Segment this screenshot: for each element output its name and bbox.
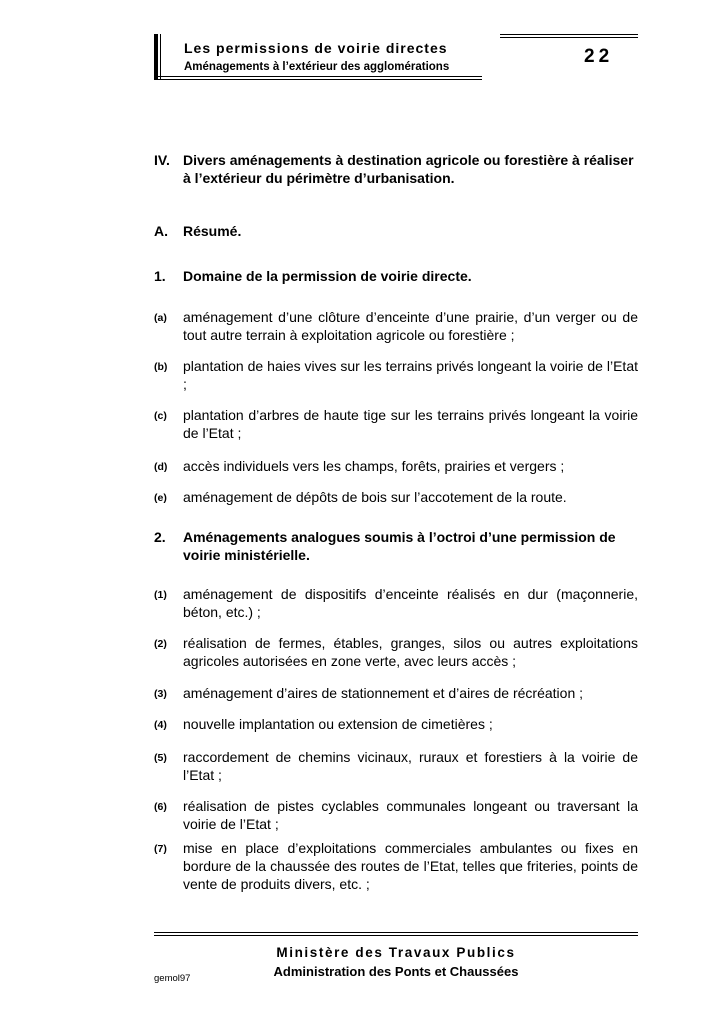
part-heading (154, 267, 638, 285)
list-item (154, 308, 638, 344)
list-item (154, 357, 638, 393)
item-text: plantation d’arbres de haute tige sur les terrains privés longeant la voirie de l’Etat ; (183, 407, 638, 441)
item-label: (d) (154, 461, 168, 473)
part-number: 2. (154, 529, 166, 545)
list-item (154, 634, 638, 670)
item-text: plantation de haies vives sur les terrains privés longeant la voirie de l’Etat ; (183, 358, 638, 392)
header-rule (154, 79, 482, 80)
subsection-title: Résumé. (183, 223, 242, 239)
list-item (154, 684, 638, 702)
list-item (154, 839, 638, 893)
footer-ministry: Ministère des Travaux Publics (276, 945, 516, 960)
section-title: Divers aménagements à destination agricole ou forestière à réaliser à l’extérieur du périmètre d’urbanisation. (183, 152, 634, 186)
header-rule (500, 34, 638, 35)
item-text: aménagement d’aires de stationnement et d’aires de récréation ; (183, 685, 584, 701)
list-item (154, 797, 638, 833)
header-rule (500, 37, 638, 38)
item-text: accès individuels vers les champs, forêts, prairies et vergers ; (183, 458, 565, 474)
header-title: Les permissions de voirie directes (184, 40, 448, 56)
footer-code: gemol97 (154, 973, 191, 984)
part-title: Domaine de la permission de voirie directe. (183, 268, 472, 284)
item-label: (7) (154, 843, 167, 855)
item-label: (c) (154, 410, 167, 422)
part-heading (154, 528, 638, 564)
item-label: (b) (154, 361, 168, 373)
item-label: (a) (154, 312, 167, 324)
item-text: mise en place d’exploitations commerciales ambulantes ou fixes en bordure de la chaussée des routes de l’Etat, telles que friteries, points de vente de produits divers, etc. ; (183, 840, 638, 892)
header-rule (160, 34, 161, 80)
item-label: (6) (154, 801, 167, 813)
item-text: aménagement de dépôts de bois sur l’accotement de la route. (183, 489, 567, 505)
footer-rule (154, 932, 638, 933)
item-label: (3) (154, 688, 167, 700)
item-text: réalisation de pistes cyclables communales longeant ou traversant la voirie de l’Etat ; (183, 798, 638, 832)
item-text: réalisation de fermes, étables, granges, silos ou autres exploitations agricoles autorisées en zone verte, avec leurs accès ; (183, 635, 638, 669)
item-label: (1) (154, 589, 167, 601)
section-number: IV. (154, 152, 170, 168)
footer-rule (154, 935, 638, 936)
page-number: 22 (584, 46, 614, 67)
list-item (154, 585, 638, 621)
item-text: raccordement de chemins vicinaux, ruraux et forestiers à la voirie de l’Etat ; (183, 749, 638, 783)
list-item (154, 748, 638, 784)
item-text: nouvelle implantation ou extension de cimetières ; (183, 716, 493, 732)
list-item (154, 457, 638, 475)
item-text: aménagement de dispositifs d’enceinte réalisés en dur (maçonnerie, béton, etc.) ; (183, 586, 638, 620)
subsection-letter: A. (154, 223, 168, 239)
header-subtitle: Aménagements à l’extérieur des agglomérations (184, 61, 450, 73)
item-label: (e) (154, 492, 167, 504)
header-rule (154, 34, 158, 80)
list-item (154, 406, 638, 442)
item-label: (4) (154, 719, 167, 731)
footer-administration: Administration des Ponts et Chaussées (273, 964, 519, 979)
part-number: 1. (154, 268, 166, 284)
item-label: (2) (154, 638, 167, 650)
subsection-heading (154, 222, 638, 240)
part-title: Aménagements analogues soumis à l’octroi d’une permission de voirie ministérielle. (183, 529, 616, 563)
header-rule (154, 76, 482, 77)
section-heading (154, 151, 638, 187)
list-item (154, 715, 638, 733)
item-text: aménagement d’une clôture d’enceinte d’une prairie, d’un verger ou de tout autre terrain à exploitation agricole ou forestière ; (183, 309, 638, 343)
list-item (154, 488, 638, 506)
item-label: (5) (154, 752, 167, 764)
